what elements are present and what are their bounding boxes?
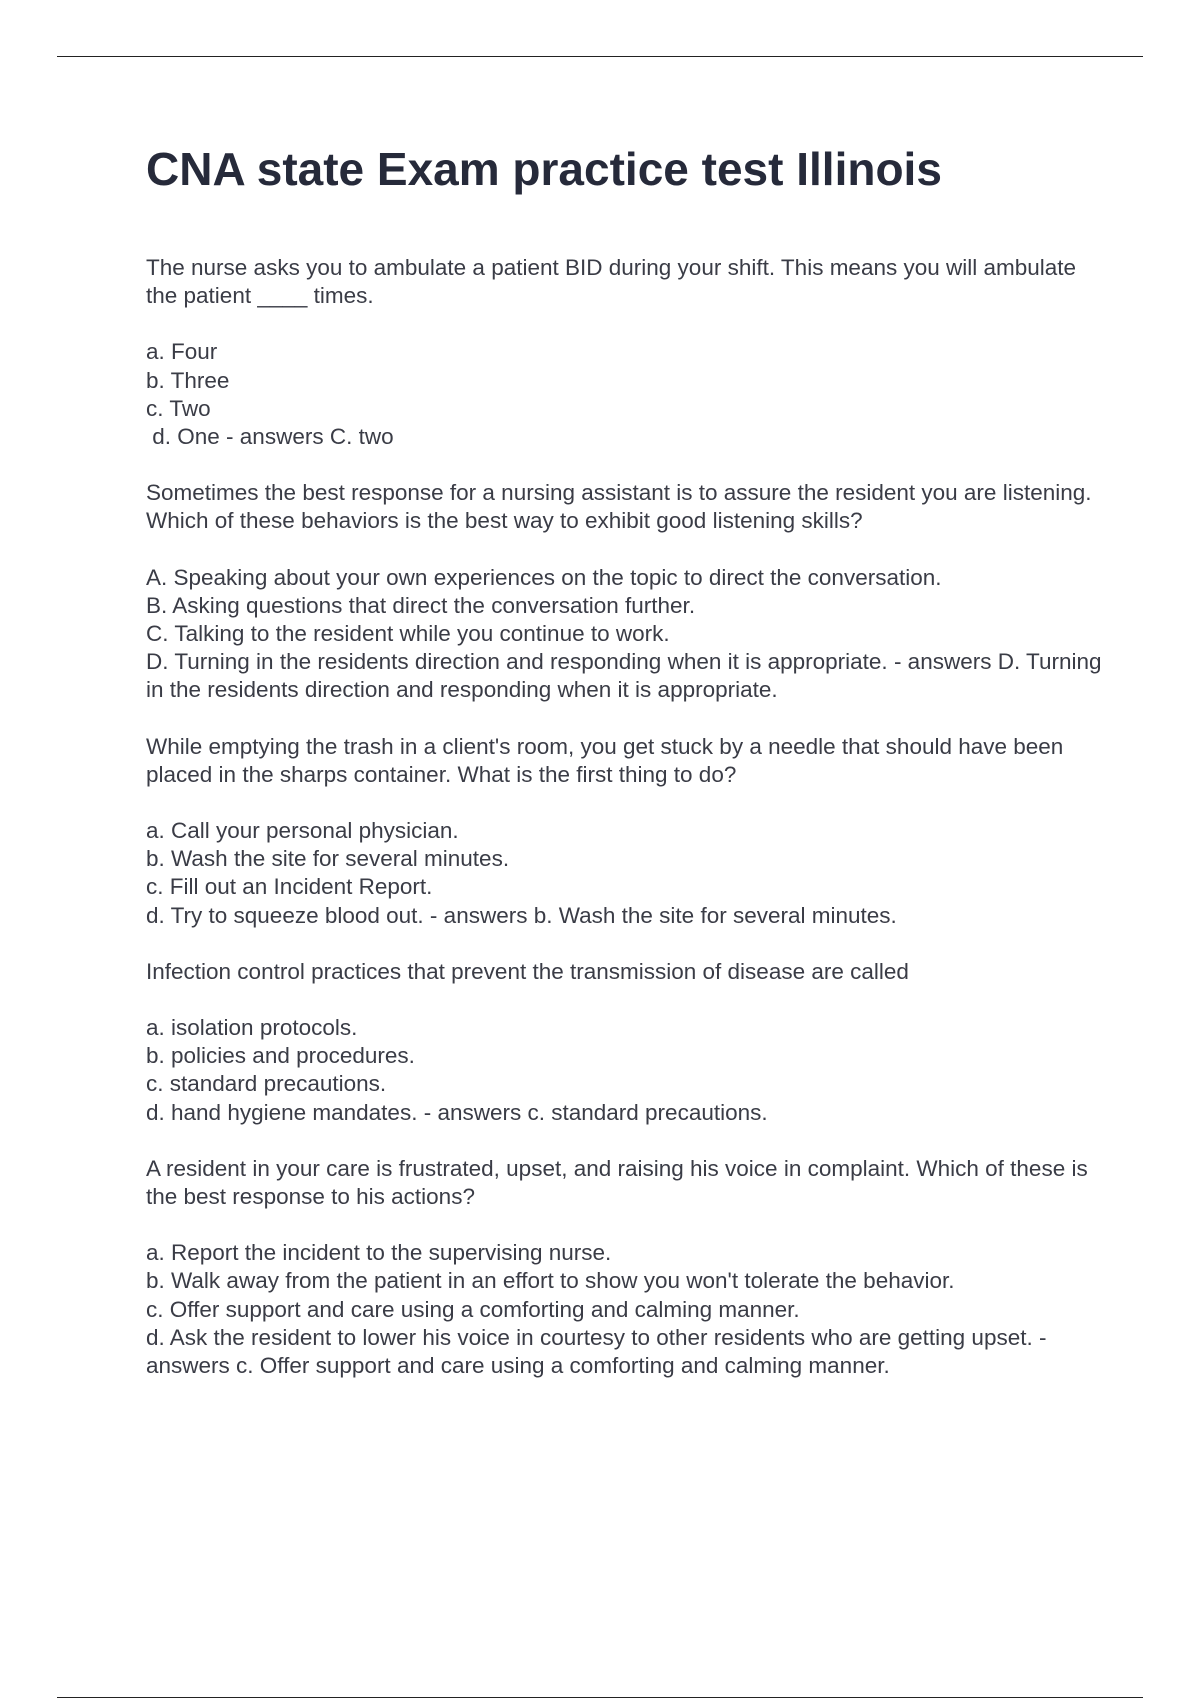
option-item: d. hand hygiene mandates. - answers c. standard precautions. [146,1099,768,1125]
option-item: A. Speaking about your own experiences on the topic to direct the conversation. [146,564,942,590]
question-block-5 [146,1155,1106,1380]
question-text: Infection control practices that prevent the transmission of disease are called [146,958,909,984]
answer-options [146,564,1106,705]
question-text: A resident in your care is frustrated, upset, and raising his voice in complaint. Which of these is the best response to his actions? [146,1155,1088,1210]
option-item: d. One - answers C. two [146,424,394,450]
option-item: a. Report the incident to the supervising nurse. [146,1240,612,1266]
option-item: D. Turning in the residents direction and responding when it is appropriate. - answers D. Turning in the residents direction and responding when it is appropriate. [146,649,1102,703]
option-item: d. Ask the resident to lower his voice in courtesy to other residents who are getting upset. - answers c. Offer support and care using a comforting and calming manner. [146,1324,1047,1379]
option-item: B. Asking questions that direct the conversation further. [146,592,696,618]
option-item: c. standard precautions. [146,1071,387,1097]
option-item: b. Wash the site for several minutes. [146,846,510,872]
option-item: c. Two [146,395,211,421]
question-block-3 [146,733,1106,930]
page-title: CNA state Exam practice test Illinois [146,143,942,195]
option-item: a. Four [146,339,218,365]
option-item: b. policies and procedures. [146,1043,415,1069]
option-item: c. Offer support and care using a comforting and calming manner. [146,1296,800,1322]
option-item: b. Walk away from the patient in an effort to show you won't tolerate the behavior. [146,1268,955,1294]
answer-options [146,1014,1106,1127]
bottom-rule [57,1697,1143,1698]
option-item: d. Try to squeeze blood out. - answers b. Wash the site for several minutes. [146,902,897,928]
option-item: C. Talking to the resident while you continue to work. [146,621,670,647]
question-text: While emptying the trash in a client's room, you get stuck by a needle that should have been placed in the sharps container. What is the first thing to do? [146,733,1064,787]
option-item: b. Three [146,367,230,393]
document-body [146,140,1106,1408]
question-block-1 [146,254,1106,451]
option-item: a. isolation protocols. [146,1015,358,1041]
top-rule [57,56,1143,57]
question-text: The nurse asks you to ambulate a patient BID during your shift. This means you will ambulate the patient ____ times. [146,255,1077,309]
answer-options [146,817,1106,930]
question-text: Sometimes the best response for a nursing assistant is to assure the resident you are listening. Which of these behaviors is the best way to exhibit good listening skills? [146,480,1092,534]
question-block-2 [146,479,1106,704]
answer-options [146,1239,1106,1380]
option-item: c. Fill out an Incident Report. [146,874,433,900]
option-item: a. Call your personal physician. [146,818,459,844]
question-block-4 [146,958,1106,1127]
answer-options [146,338,1106,451]
